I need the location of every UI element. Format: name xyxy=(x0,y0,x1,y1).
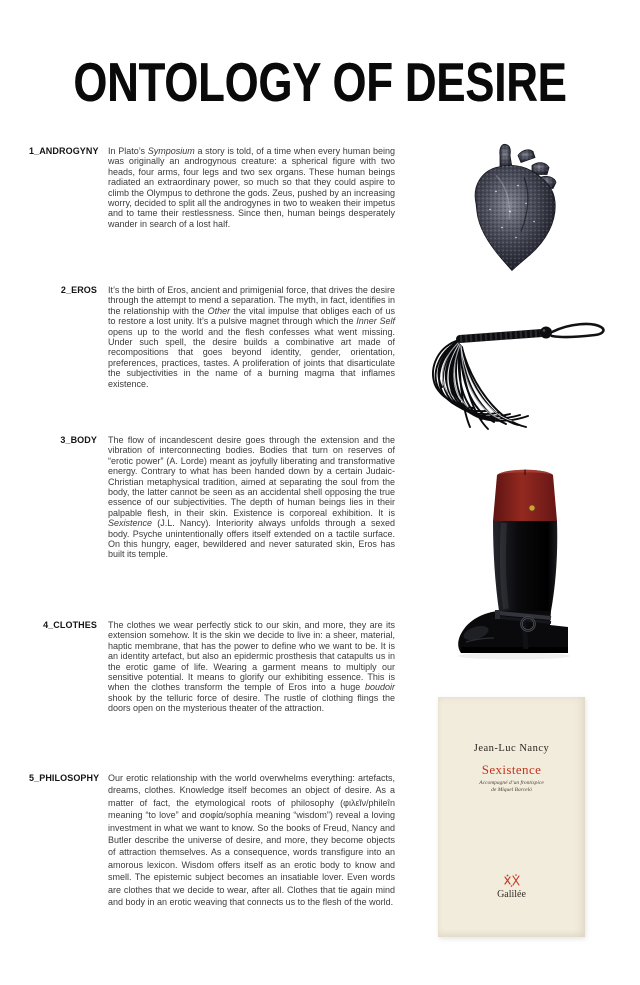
section-clothes xyxy=(29,620,395,714)
section-eros xyxy=(29,285,395,389)
book-cover xyxy=(438,697,585,937)
section-label: 2_EROS xyxy=(60,285,97,295)
section-androgyny xyxy=(29,146,395,229)
crystal-heart-image xyxy=(466,141,564,274)
boot-image xyxy=(452,461,587,661)
section-paragraph: Our erotic relationship with the world overwhelms everything: artefacts, dreams, clothes. Knowledge itself becomes an object of desire. As a matter of fact, the etymological roots of philosophy (φιλεῖν/phileîn meaning “to love” and σοφία/sophía meaning “wisdom”) reveal a loving investment in what we want to know. So the books of Freud, Nancy and Butler describe the universe of desire, and more, they become objects of attraction themselves. As a consequence, words transfigure into an amorous lexicon. Wisdom offers itself as an erotic body to know and smell. The epistemic subject becomes an insatiable lover. Even words are clothes that we decide to wear, after all. Clothes that tie again mind and body in an erotic weaving that connects us to the flesh of the world. xyxy=(108,773,395,908)
book-publisher: Galilée xyxy=(497,889,526,900)
book-title: Sexistence xyxy=(481,762,542,777)
section-label: 4_CLOTHES xyxy=(43,620,97,630)
section-label: 1_ANDROGYNY xyxy=(29,146,99,156)
flogger-image xyxy=(430,313,610,434)
section-philosophy xyxy=(29,772,395,908)
section-paragraph: The flow of incandescent desire goes through the extension and the vibration of interconnecting bodies. Bodies that turn on reserves of “erotic power” (A. Lorde) meant as joyfully liberating and transformative energy. Contrary to what has been handed down by a certain Judaic-Christian metaphysical tradition, aimed at separating the soul from the body, the latter cannot be seen as an accidental shell opposing the true essence of our subjectivities. The depth of human beings lies in their palpable flesh, in their skin. Existence is corporeal exhibition. It is Sexistence (J.L. Nancy). Interiority always unfolds through a sexed body. Psyche unintentionally offers itself extended on a tactile surface. On this hungry, eager, bewildered and never saturated skin, Eros has built its temple. xyxy=(108,435,395,560)
book-subtitle-line1: Accompagné d’un frontispice xyxy=(479,780,544,786)
book-subtitle xyxy=(438,780,585,793)
page-title: ONTOLOGY OF DESIRE xyxy=(73,51,567,113)
section-label: 5_PHILOSOPHY xyxy=(29,773,100,783)
section-label: 3_BODY xyxy=(60,435,97,445)
section-paragraph: It’s the birth of Eros, ancient and primigenial force, that drives the desire through the attempt to mend a separation. The myth, in fact, identifies in the relationship with the Other the vital impulse that obliges each of us to restore a lost unity. It’s a pulsive magnet through which the Inner Self opens up to the world and the flesh confesses what went missing. Under such spell, the desire builds a combinative art made of recompositions that goes beyond identity, gender, orientation, preferences, practices, tastes. A proliferation of joints that disarticulate the subjectivities in the name of a burning magma that inflames existence. xyxy=(108,285,395,389)
section-body xyxy=(29,435,395,560)
publisher-logo-icon xyxy=(438,874,585,887)
book-author: Jean-Luc Nancy xyxy=(473,743,550,754)
section-paragraph: In Plato’s Symposium a story is told, of a time when every human being was originally an androgynous creature: a spherical figure with two heads, four arms, four legs and two sex organs. These human beings radiated an extraordinary power, so much so that they could aspire to climb the Olympus to dethrone the gods. Zeus, pushed by an increasing worry, decided to split all the androgynes in two to weaken their impetus and to tame their restlessness. Since then, human beings desperately wander in search of a lost half. xyxy=(108,146,395,229)
book-subtitle-line2: de Miquel Barceló xyxy=(491,786,532,793)
section-paragraph: The clothes we wear perfectly stick to our skin, and more, they are its extension somehow. It is the skin we decide to live in: a sheer, material, haptic membrane, that has the power to define who we want to be. It is an identity artefact, but also an epidermic prosthesis that catapults us in the erotic game of life. Wearing a garment means to multiply our sensitive potential. It means to glorify our exhibiting essence. This is when the clothes transform the temple of Eros into a huge boudoir shook by the telluric force of desire. The rustle of clothing flings the doors open on the mysterious theater of the attraction. xyxy=(108,620,395,714)
